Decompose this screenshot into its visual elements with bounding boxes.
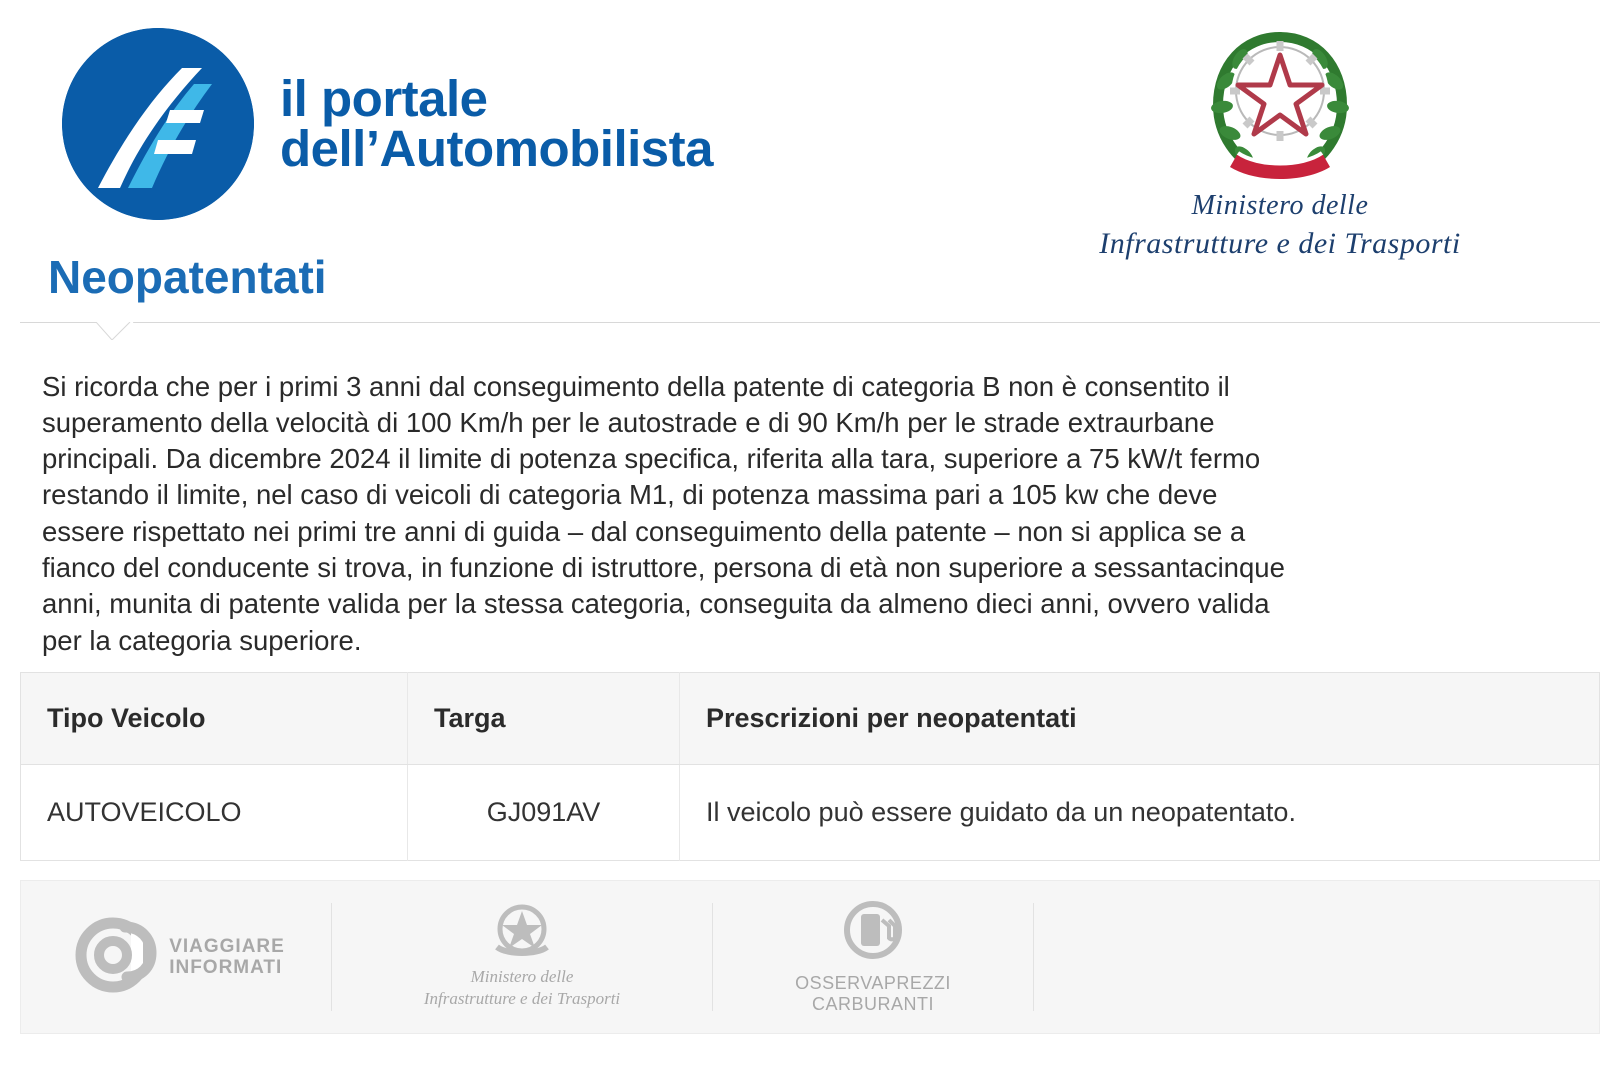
column-header-prescrizioni: Prescrizioni per neopatentati: [680, 673, 1600, 765]
table-head: [21, 673, 1600, 765]
ministry-name-line-2: Infrastrutture e dei Trasporti: [1099, 227, 1461, 261]
column-header-targa: Targa: [408, 673, 680, 765]
fuel-pump-icon: [835, 953, 911, 970]
footer-link-osservaprezzi[interactable]: [713, 903, 1034, 1014]
cell-tipo-veicolo: AUTOVEICOLO: [21, 765, 408, 861]
ministry-name: [1050, 188, 1510, 263]
footer-label-ministero: [424, 966, 620, 1012]
ministry-block: [1050, 0, 1600, 263]
italian-republic-emblem-icon: [1050, 18, 1510, 188]
footer-label-viaggiare-informati: [169, 936, 285, 979]
site-header: [20, 0, 1600, 261]
page-title: Neopatentati: [48, 251, 327, 303]
footer-label-osservaprezzi: [795, 973, 951, 1014]
osservaprezzi-line-1: OSSERVAPREZZI: [795, 972, 951, 993]
brand-line-1: il portale: [280, 70, 488, 128]
site-brand[interactable]: [20, 0, 713, 220]
ministry-name-line-1: Ministero delle: [1191, 190, 1369, 221]
viaggiare-line-1: VIAGGIARE: [169, 935, 285, 957]
cell-targa: GJ091AV: [408, 765, 680, 861]
italian-republic-emblem-icon: [479, 944, 565, 963]
ministero-foot-line-1: Ministero delle: [470, 966, 574, 986]
osservaprezzi-line-2: CARBURANTI: [811, 993, 934, 1014]
footer-link-ministero[interactable]: [332, 903, 713, 1011]
road-highway-logo-icon: [62, 28, 254, 220]
column-header-tipo-veicolo: Tipo Veicolo: [21, 673, 408, 765]
brand-line-2: dell’Automobilista: [280, 120, 714, 177]
notice-text: Si ricorda che per i primi 3 anni dal conseguimento della patente di categoria B non è consentito il superamento della velocità di 100 Km/h per le autostrade e di 90 Km/h per le strade extraurbane principali. Da dicembre 2024 il limite di potenza specifica, riferita alla tara, superiore a 75 kW/t fermo restando il limite, nel caso di veicoli di categoria M1, di potenza massima pari a 105 kw che deve essere rispettato nei primi tre anni di guida – dal conseguimento della patente – non si applica se a fianco del conducente si trova, in funzione di istruttore, persona di età non superiore a sessantacinque anni, munita di patente valida per la stessa categoria, conseguita da almeno dieci anni, ovvero valida per la categoria superiore.: [42, 370, 1285, 656]
ministero-foot-line-2: Infrastrutture e dei Trasporti: [423, 989, 621, 1009]
notice-section: [20, 322, 1600, 686]
viaggiare-line-2: INFORMATI: [169, 957, 283, 978]
footer-link-viaggiare-informati[interactable]: [21, 903, 332, 1011]
footer-spacer: [1034, 903, 1599, 1011]
brand-wordmark: [280, 70, 714, 177]
table-header-row: [21, 673, 1600, 765]
cell-prescrizioni: Il veicolo può essere guidato da un neopatentato.: [680, 765, 1600, 861]
viaggiare-informati-icon: [67, 915, 159, 1000]
notice-divider: [20, 322, 1600, 323]
table-row: [21, 765, 1600, 861]
vehicle-table: [20, 672, 1600, 861]
table-body: [21, 765, 1600, 861]
notice-callout-notch-icon: [96, 322, 136, 340]
footer-bar: [20, 880, 1600, 1034]
